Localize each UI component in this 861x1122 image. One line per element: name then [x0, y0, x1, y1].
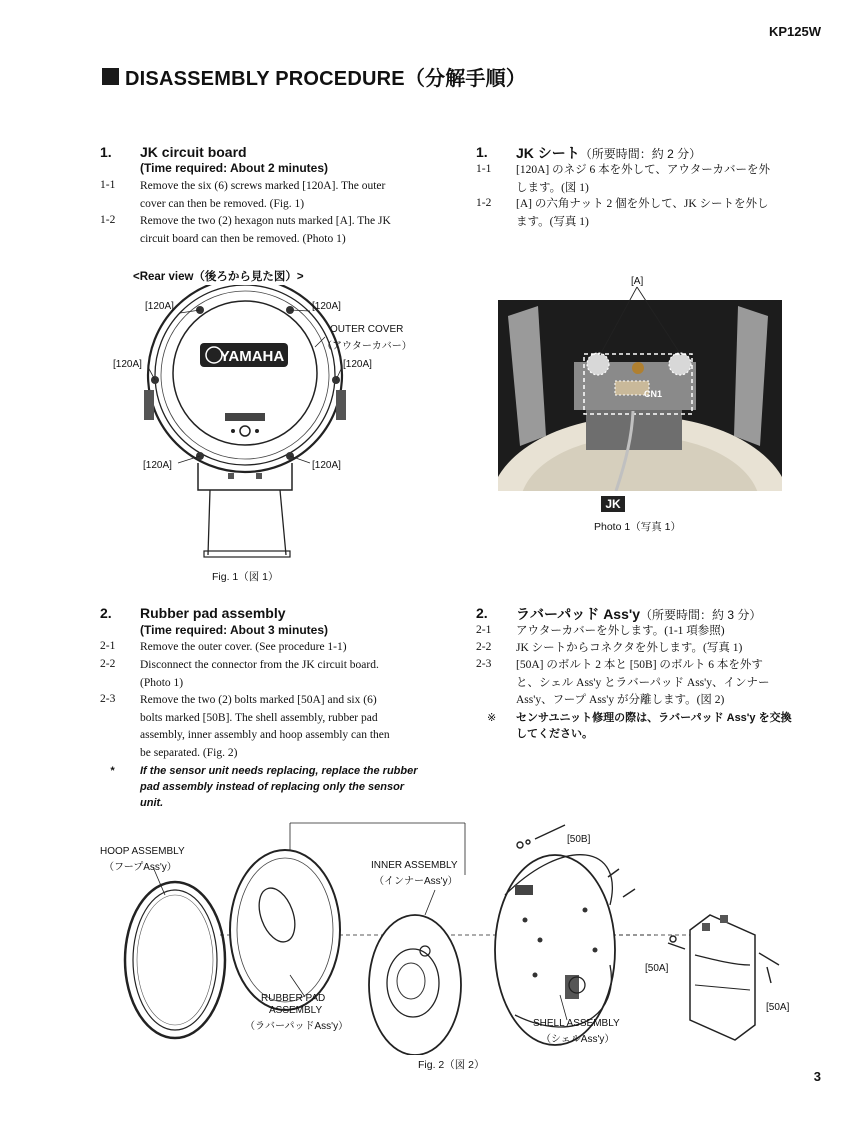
photo1-label-a: [A] [631, 276, 644, 287]
page-number: 3 [813, 1069, 821, 1084]
sec2-en-note: If the sensor unit needs replacing, replace the rubber pad assembly instead of replacing only the sensor unit. [140, 765, 418, 809]
model-number: KP125W [768, 24, 821, 39]
sec2-en-time: (Time required: About 3 minutes) [140, 623, 329, 637]
sec1-jp-step1-num: 1-1 [476, 163, 492, 175]
sec2-jp-number: 2. [476, 605, 488, 621]
sec2-en-number: 2. [100, 605, 112, 621]
photo1-label-cn1: CN1 [644, 389, 663, 399]
title-square-icon [102, 68, 119, 85]
fig2-shell-label: SHELL ASSEMBLY [533, 1018, 620, 1029]
sec1-jp-number: 1. [476, 144, 488, 160]
sec1-jp-title-block: JK シート（所要時間：約 2 分） [516, 145, 702, 161]
fig1-outer-cover-label: OUTER COVER [330, 324, 404, 335]
sec1-en-step1-num: 1-1 [100, 179, 116, 191]
sec2-jp-step2-text: JK シートからコネクタを外します。(写真 1) [516, 642, 743, 654]
sec2-en-step3-num: 2-3 [100, 693, 116, 705]
fig1-logo-text: YAMAHA [219, 348, 285, 365]
sec1-jp-step1-text: [120A] のネジ 6 本を外して、アウターカバーを外 します。(図 1) [516, 164, 771, 194]
sec1-en-title: JK circuit board [140, 144, 247, 160]
sec1-en-number: 1. [100, 144, 112, 160]
fig1-callout-120a-mid-left: [120A] [113, 359, 142, 370]
fig1-callout-120a-bottom-left: [120A] [143, 460, 172, 471]
fig2-hoop-label: HOOP ASSEMBLY [100, 846, 185, 857]
fig2-rubber-label: RUBBER PAD [261, 993, 326, 1004]
sec2-en-step3-text: Remove the two (2) bolts marked [50A] and six (6) bolts marked [50B]. The shell assembly, rubber pad assembly, inner assembly and hoop assembly can then be separated. (Fig. 2) [140, 694, 390, 759]
sec2-jp-step2-num: 2-2 [476, 641, 492, 653]
sec2-jp-title-block: ラバーパッド Ass'y（所要時間：約 3 分） [516, 606, 762, 622]
sec2-jp-step3-num: 2-3 [476, 658, 492, 670]
page-title-block [102, 62, 526, 91]
fig2-rubber-label-2: ASSEMBLY [269, 1005, 323, 1016]
fig2-rubber-label-jp: （ラバーパッドAss'y） [245, 1021, 349, 1032]
fig2-caption: Fig. 2（図 2） [418, 1059, 485, 1071]
fig2-inner-label: INNER ASSEMBLY [371, 860, 458, 871]
fig1-callout-120a-top-left: [120A] [145, 301, 174, 312]
fig1-caption: Fig. 1（図 1） [212, 571, 279, 583]
photo1-label-jk: JK [601, 496, 625, 512]
fig1-callout-120a-bottom-right: [120A] [312, 460, 341, 471]
fig2-inner-label-jp: （インナーAss'y） [374, 876, 458, 887]
fig2-callout-50b: [50B] [567, 834, 591, 845]
sec1-jp-step2-text: [A] の六角ナット 2 個を外して、JK シートを外し ます。(写真 1) [516, 198, 769, 228]
sec2-en-step1-num: 2-1 [100, 640, 116, 652]
sec2-en-step2-num: 2-2 [100, 658, 116, 670]
fig2-shell-label-jp: （シェルAss'y） [541, 1034, 615, 1045]
sec2-en-step1-text: Remove the outer cover. (See procedure 1-1) [140, 641, 347, 653]
sec1-en-step2-text: Remove the two (2) hexagon nuts marked [A]. The JK circuit board can then be removed. (Photo 1) [140, 215, 391, 245]
fig2-callout-50a-right: [50A] [766, 1002, 790, 1013]
sec2-jp-step1-text: アウターカバーを外します。(1-1 項参照) [516, 625, 725, 637]
fig1-callout-120a-mid-right: [120A] [343, 359, 372, 370]
sec1-en-step1-text: Remove the six (6) screws marked [120A]. The outer cover can then be removed. (Fig. 1) [140, 180, 386, 210]
sec2-jp-note: センサユニット修理の際は、ラバーパッド Ass'y を交換 してください。 [516, 712, 792, 740]
sec2-en-note-mark: * [110, 765, 115, 777]
photo1-leader-lines [560, 285, 720, 365]
sec2-en-step2-text: Disconnect the connector from the JK circuit board. (Photo 1) [140, 659, 379, 689]
photo1-caption: Photo 1（写真 1） [594, 521, 681, 533]
sec2-jp-step1-num: 2-1 [476, 624, 492, 636]
sec1-en-step2-num: 1-2 [100, 214, 116, 226]
sec1-jp-step2-num: 1-2 [476, 197, 492, 209]
sec2-en-title: Rubber pad assembly [140, 605, 286, 621]
sec2-jp-step3-text: [50A] のボルト 2 本と [50B] のボルト 6 本を外す と、シェル Ass'y とラバーパッド Ass'y、インナー Ass'y、フープ Ass'y が分離します。(図 2) [516, 659, 770, 706]
fig2-hoop-label-jp: （フープAss'y） [104, 862, 177, 873]
sec2-jp-note-mark: ※ [487, 712, 497, 724]
sec1-en-time: (Time required: About 2 minutes) [140, 161, 329, 175]
fig1-callout-120a-top-right: [120A] [312, 301, 341, 312]
fig1-heading: <Rear view（後ろから見た図）> [133, 271, 304, 283]
fig2-exploded-drawing [95, 815, 795, 1055]
fig1-outer-cover-label-jp: （アウターカバー） [322, 341, 412, 352]
fig2-callout-50a-left: [50A] [645, 963, 669, 974]
page-title: DISASSEMBLY PROCEDURE（分解手順） [125, 68, 527, 90]
